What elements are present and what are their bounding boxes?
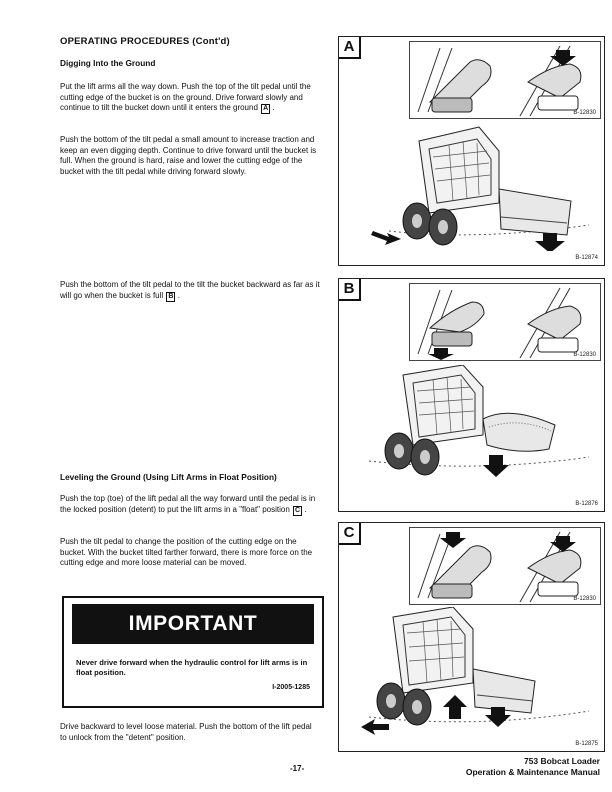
digging-paragraph-3-text: Push the bottom of the tilt pedal to the tilt the bucket backward as far as it will go when the bucket is full [60, 280, 320, 300]
pedal-illustration-b [410, 284, 600, 360]
leveling-paragraph-1-text: Push the top (toe) of the lift pedal all the way forward until the pedal is in the locked position (detent) to put the lift arms in a "float" position [60, 494, 316, 514]
main-code-a: B-12874 [575, 255, 598, 261]
figure-ref-c: C [295, 506, 301, 514]
main-code-b: B-12876 [575, 501, 598, 507]
figure-panel-a [338, 36, 605, 266]
important-code: I-2005-1285 [272, 684, 310, 691]
figure-ref-b: B [168, 292, 174, 300]
loader-illustration-a [359, 121, 599, 251]
digging-paragraph-1: Put the lift arms all the way down. Push the top of the tilt pedal until the cutting edge of the bucket is on the ground. Drive forward slowly and continue to tilt the bucket down until it enters the ground A . [60, 82, 311, 113]
leveling-paragraph-1: Push the top (toe) of the lift pedal all the way forward until the pedal is in the locked position (detent) to put the lift arms in a "float" position C . [60, 494, 316, 514]
manual-title [466, 756, 600, 778]
leveling-paragraph-3: Drive backward to level loose material. Push the bottom of the lift pedal to unlock from the "detent" position. [60, 722, 312, 742]
pedal-illustration-c [410, 528, 600, 604]
loader-illustration-b [359, 365, 599, 495]
digging-paragraph-2: Push the bottom of the tilt pedal a small amount to increase traction and keep an even digging depth. Continue to drive forward until the bucket is full. When the ground is hard, raise and lower the cutting edge of the bucket with the tilt pedal while driving forward slowly. [60, 135, 317, 176]
manual-title-line-2: Operation & Maintenance Manual [465, 767, 600, 777]
figure-panel-c [338, 522, 605, 752]
important-notice [62, 596, 324, 708]
leveling-heading: Leveling the Ground (Using Lift Arms in Float Position) [60, 472, 277, 482]
leveling-paragraph-2: Push the tilt pedal to change the position of the cutting edge on the bucket. With the bucket tilted farther forward, there is more force on the cutting edge and more loose material can be moved. [60, 537, 313, 568]
manual-title-line-1: 753 Bobcat Loader [523, 756, 600, 766]
figure-letter-b: B [339, 279, 361, 301]
main-code-c: B-12875 [575, 741, 598, 747]
figure-ref-a: A [263, 105, 269, 113]
section-title: OPERATING PROCEDURES (Cont'd) [60, 36, 230, 47]
figure-panel-b [338, 278, 605, 512]
figure-letter-a: A [339, 37, 361, 59]
important-text: Never drive forward when the hydraulic control for lift arms is in float position. [76, 658, 308, 677]
digging-heading: Digging Into the Ground [60, 58, 156, 68]
loader-illustration-c [359, 607, 599, 737]
inset-code-b: B-12830 [573, 352, 596, 358]
pedal-inset-c [409, 527, 601, 605]
pedal-illustration-a [410, 42, 600, 118]
page-number: -17- [290, 764, 305, 773]
digging-paragraph-3: Push the bottom of the tilt pedal to the tilt the bucket backward as far as it will go when the bucket is full B . [60, 280, 320, 300]
pedal-inset-a [409, 41, 601, 119]
important-label: IMPORTANT [72, 604, 314, 644]
figure-letter-c: C [339, 523, 361, 545]
inset-code-c: B-12830 [573, 596, 596, 602]
digging-paragraph-1-text: Put the lift arms all the way down. Push the top of the tilt pedal until the cutting edge of the bucket is on the ground. Drive forward slowly and continue to tilt the bucket down until it enters the ground [60, 82, 311, 113]
inset-code-a: B-12830 [573, 110, 596, 116]
pedal-inset-b [409, 283, 601, 361]
